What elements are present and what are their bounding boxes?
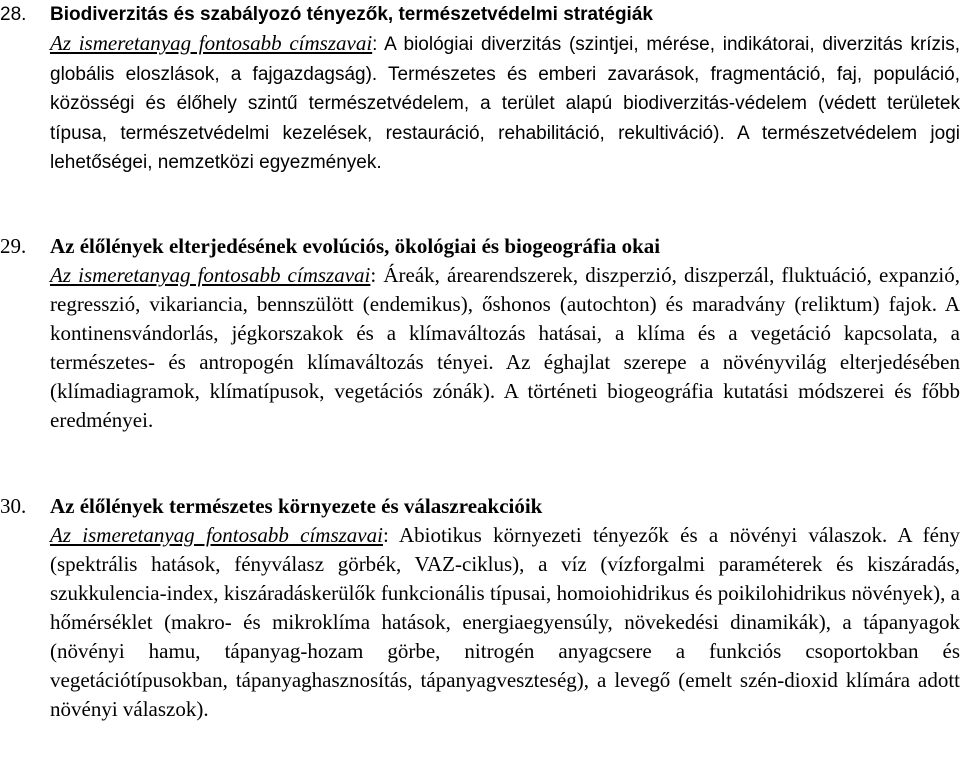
section-body: Az ismeretanyag fontosabb címszavai: Abiotikus környezeti tényezők és a növényi válaszok. A fény (spektrális hatások, fényválasz görbék, VAZ-ciklus), a víz (vízforgalmi paraméterek és kiszáradás, szukkulencia-index, kiszáradáskerülők funkcionális típusai, homoiohidrikus és poikilohidrikus növények), a hőmérséklet (makro- és mikroklíma hatások, energiaegyensúly, növekedési dinamikák), a tápanyagok (növényi hamu, tápanyag-hozam görbe, nitrogén anyagcsere a funkciós csoportokban és vegetációtípusokban, tápanyaghasznosítás, tápanyagveszteség), a levegő (emelt szén-dioxid klímára adott növényi válaszok).: [50, 523, 960, 721]
section-number: 29.: [0, 234, 27, 258]
section-number: 30.: [0, 494, 27, 518]
section-text: Abiotikus környezeti tényezők és a növényi válaszok. A fény (spektrális hatások, fényválasz görbék, VAZ-ciklus), a víz (vízforgalmi paraméterek és kiszáradás, szukkulencia-index, kiszáradáskerülők funkcionális típusai, homoiohidrikus és poikilohidrikus növények), a hőmérséklet (makro- és mikroklíma hatások, energiaegyensúly, növekedési dinamikák), a tápanyagok (növényi hamu, tápanyag-hozam görbe, nitrogén anyagcsere a funkciós csoportokban és vegetációtípusokban, tápanyaghasznosítás, tápanyagveszteség), a levegő (emelt szén-dioxid klímára adott növényi válaszok).: [50, 523, 960, 721]
keywords-label: Az ismeretanyag fontosabb címszavai: [50, 31, 373, 55]
section-body: Az ismeretanyag fontosabb címszavai: Áreák, árearendszerek, diszperzió, diszperzál, fluktuáció, expanzió, regresszió, vikariancia, bennszülött (endemikus), őshonos (autochton) és maradvány (reliktum) fajok. A kontinensvándorlás, jégkorszakok és a klímaváltozás hatásai, a klíma és a vegetáció kapcsolata, a természetes- és antropogén klímaváltozás tényei. Az éghajlat szerepe a növényvilág elterjedésében (klímadiagramok, klímatípusok, vegetációs zónák). A történeti biogeográfia kutatási módszerei és főbb eredményei.: [50, 263, 960, 432]
keywords-label: Az ismeretanyag fontosabb címszavai: [50, 523, 383, 547]
section-text: A biológiai diverzitás (szintjei, mérése, indikátorai, diverzitás krízis, globális eloszlások, a fajgazdagság). Természetes és emberi zavarások, fragmentáció, faj, populáció, közösségi és élőhely szintű természetvédelem, a terület alapú biodiverzitás-védelem (védett területek típusa, természetvédelmi kezelések, restauráció, rehabilitáció, rekultiváció). A természetvédelem jogi lehetőségei, nemzetközi egyezmények.: [50, 34, 960, 173]
section-title: Az élőlények elterjedésének evolúciós, ökológiai és biogeográfia okai: [50, 234, 661, 258]
section-body: Az ismeretanyag fontosabb címszavai: A biológiai diverzitás (szintjei, mérése, indikátorai, diverzitás krízis, globális eloszlások, a fajgazdagság). Természetes és emberi zavarások, fragmentáció, faj, populáció, közösségi és élőhely szintű természetvédelem, a terület alapú biodiverzitás-védelem (védett területek típusa, természetvédelmi kezelések, restauráció, rehabilitáció, rekultiváció). A természetvédelem jogi lehetőségei, nemzetközi egyezmények.: [50, 31, 960, 173]
section-title: Biodiverzitás és szabályozó tényezők, természetvédelmi stratégiák: [50, 4, 653, 25]
section-title: Az élőlények természetes környezete és válaszreakcióik: [50, 494, 543, 518]
keywords-label: Az ismeretanyag fontosabb címszavai: [50, 263, 371, 287]
section-text: Áreák, árearendszerek, diszperzió, diszperzál, fluktuáció, expanzió, regresszió, vikariancia, bennszülött (endemikus), őshonos (autochton) és maradvány (reliktum) fajok. A kontinensvándorlás, jégkorszakok és a klímaváltozás hatásai, a klíma és a vegetáció kapcsolata, a természetes- és antropogén klímaváltozás tényei. Az éghajlat szerepe a növényvilág elterjedésében (klímadiagramok, klímatípusok, vegetációs zónák). A történeti biogeográfia kutatási módszerei és főbb eredményei.: [50, 263, 960, 432]
section-number: 28.: [0, 4, 27, 25]
